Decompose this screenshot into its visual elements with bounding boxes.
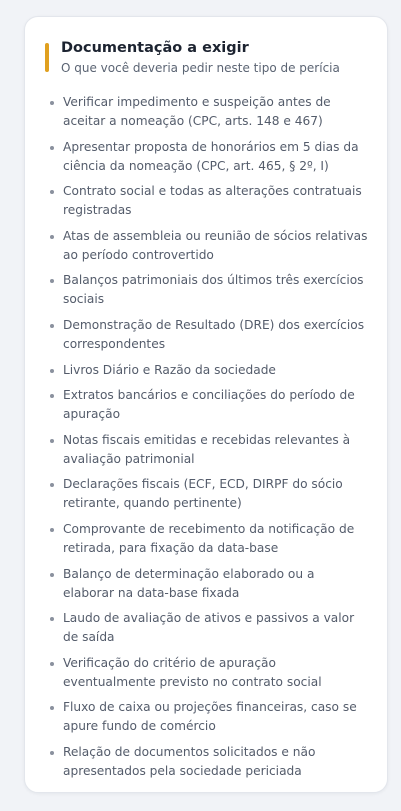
list-item-text: Apresentar proposta de honorários em 5 dias da ciência da nomeação (CPC, art. 465, § 2º, I) [63,139,359,173]
bullet-icon [50,662,54,666]
list-item [63,431,369,476]
list-item-text: Extratos bancários e conciliações do período de apuração [63,388,355,422]
list-item-text: Declarações fiscais (ECF, ECD, DIRPF do sócio retirante, quando pertinente) [63,477,343,511]
list-item [63,138,369,183]
bullet-icon [50,369,54,373]
card-title: Documentação a exigir [61,40,249,56]
list-item-text: Fluxo de caixa ou projeções financeiras, caso se apure fundo de comércio [63,700,357,734]
bullet-icon [50,324,54,328]
list-item-text: Atas de assembleia ou reunião de sócios relativas ao período controvertido [63,228,368,262]
list-item-text: Contrato social e todas as alterações contratuais registradas [63,184,362,218]
bullet-icon [50,394,54,398]
list-item [63,520,369,565]
list-item-text: Verificar impedimento e suspeição antes de aceitar a nomeação (CPC, arts. 148 e 467) [63,95,331,128]
list-item-text: Laudo de avaliação de ativos e passivos a valor de saída [63,611,355,645]
list-item-text: Verificação do critério de apuração eventualmente previsto no contrato social [63,655,322,689]
list-item [63,565,369,610]
list-item-text: Notas fiscais emitidas e recebidas relevantes à avaliação patrimonial [63,432,351,466]
list-item-text: Relação de documentos solicitados e não apresentados pela sociedade periciada [63,744,316,778]
bullet-icon [50,190,54,194]
list-item [63,654,369,699]
documents-list [63,93,369,788]
card-header [45,39,371,76]
list-item-text: Livros Diário e Razão da sociedade [63,362,276,377]
bullet-icon [50,573,54,577]
documentation-card [24,16,388,793]
bullet-icon [50,146,54,150]
bullet-icon [50,528,54,532]
list-item [63,698,369,743]
list-item [63,743,369,788]
list-item-text: Balanço de determinação elaborado ou a elaborar na data-base fixada [63,566,315,600]
bullet-icon [50,279,54,283]
list-item [63,475,369,520]
list-item [63,182,369,227]
list-item [63,93,369,138]
card-subtitle: O que você deveria pedir neste tipo de perícia [61,61,340,75]
bullet-icon [50,706,54,710]
bullet-icon [50,483,54,487]
list-item [63,361,369,387]
accent-bar [45,43,49,72]
bullet-icon [50,617,54,621]
list-item [63,386,369,431]
list-item [63,316,369,361]
list-item-text: Demonstração de Resultado (DRE) dos exercícios correspondentes [63,317,365,351]
bullet-icon [50,101,54,105]
bullet-icon [50,235,54,239]
list-item-text: Balanços patrimoniais dos últimos três exercícios sociais [63,273,364,307]
list-item [63,609,369,654]
bullet-icon [50,751,54,755]
list-item-text: Comprovante de recebimento da notificação de retirada, para fixação da data-base [63,521,355,555]
list-item [63,227,369,272]
bullet-icon [50,439,54,443]
list-item [63,271,369,316]
